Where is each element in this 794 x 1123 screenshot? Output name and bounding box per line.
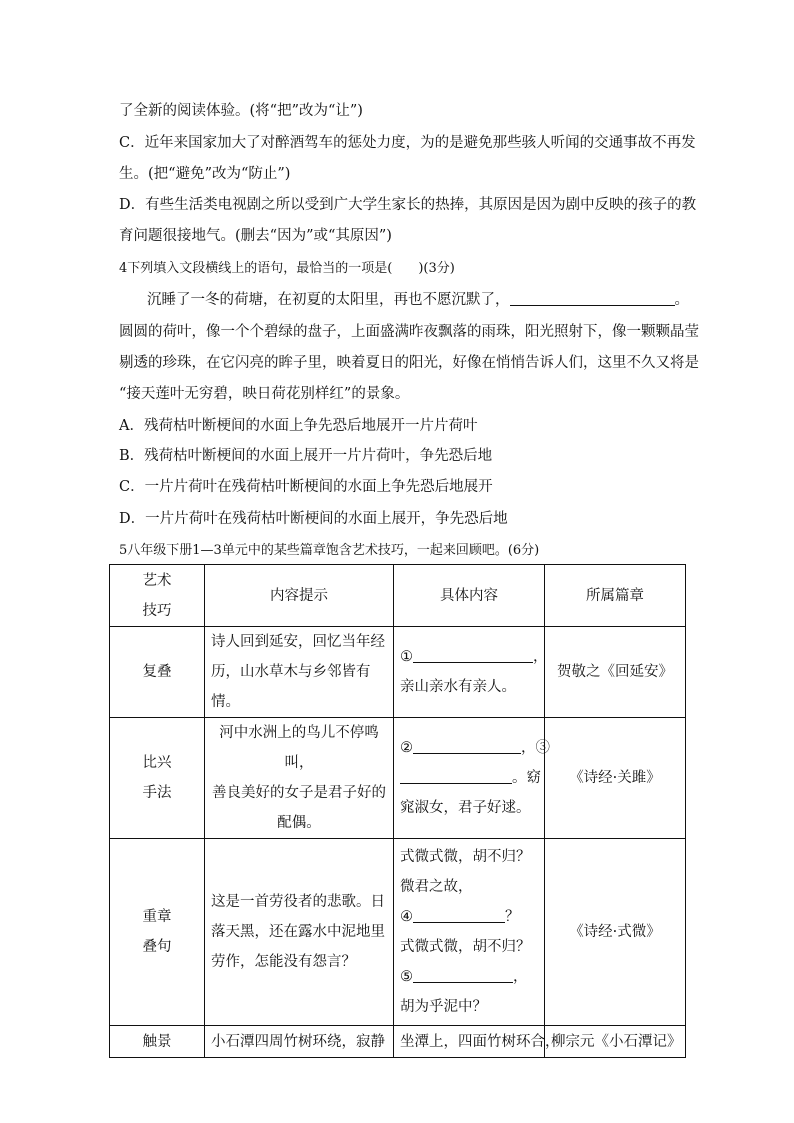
passage-line-1-text: 沉睡了一冬的荷塘，在初夏的太阳里，再也不愿沉默了， bbox=[147, 292, 510, 308]
content-line bbox=[400, 1027, 560, 1057]
table-header-row bbox=[110, 565, 686, 627]
choice-a: A．残荷枯叶断梗间的水面上争先恐后地展开一片片荷叶 bbox=[119, 418, 478, 434]
option-d-line-1: D．有些生活类电视剧之所以受到广大学生家长的热捧，其原因是因为剧中反映的孩子的教 bbox=[119, 197, 697, 213]
header-content: 具体内容 bbox=[394, 565, 545, 627]
fill-blank[interactable] bbox=[400, 769, 512, 784]
technique-cell bbox=[110, 627, 205, 718]
content-line bbox=[400, 872, 538, 902]
passage-line-1-end: 。 bbox=[674, 292, 689, 308]
content-text: ① bbox=[400, 649, 413, 665]
content-line bbox=[400, 763, 541, 793]
content-text: ， bbox=[533, 649, 548, 665]
content-text: 亲山亲水有亲人。 bbox=[400, 679, 516, 695]
technique-cell bbox=[110, 839, 205, 1026]
hint-text: 劳作，怎能没有怨言？ bbox=[211, 954, 356, 970]
content-cell bbox=[394, 627, 548, 718]
choice-d: D．一片片荷叶在残荷枯叶断梗间的水面上展开，争先恐后地 bbox=[119, 511, 508, 527]
technique-text: 重章 bbox=[142, 909, 172, 925]
hint-text: 历，山水草木与乡邻皆有情。 bbox=[211, 664, 371, 710]
source-cell: 贺敬之《回延安》 bbox=[545, 627, 686, 718]
content-cell bbox=[394, 1026, 560, 1058]
table-row bbox=[110, 839, 686, 1026]
question-5-prompt: 5八年级下册1—3单元中的某些篇章饱含艺术技巧，一起来回顾吧。(6分) bbox=[119, 543, 540, 558]
technique-text: 触景 bbox=[142, 1033, 172, 1050]
content-text: ，③ bbox=[521, 740, 550, 756]
header-technique-line-1: 艺术 bbox=[142, 572, 172, 589]
option-c-line-2: 生。(把“避免”改为“防止”) bbox=[119, 166, 291, 182]
hint-cell bbox=[205, 627, 394, 718]
header-technique-line-2: 技巧 bbox=[142, 602, 172, 619]
header-hint: 内容提示 bbox=[205, 565, 394, 627]
technique-text: 手法 bbox=[142, 785, 172, 801]
passage-line-3: 剔透的珍珠，在它闪亮的眸子里，映着夏日的阳光，好像在悄悄告诉人们，这里不久又将是 bbox=[119, 355, 699, 371]
header-technique bbox=[110, 565, 205, 627]
table-row bbox=[110, 1026, 686, 1058]
option-c-line-1: C．近年来国家加大了对醉酒驾车的惩处力度，为的是避免那些骇人听闻的交通事故不再发 bbox=[119, 135, 696, 151]
content-line bbox=[400, 842, 538, 872]
table-row bbox=[110, 718, 686, 839]
hint-text: 善良美好的女子是君子好的 bbox=[212, 785, 386, 801]
content-text: ， bbox=[513, 969, 528, 985]
fill-blank[interactable] bbox=[413, 648, 533, 663]
question-4-prompt: 4下列填入文段横线上的语句，最恰当的一项是( )(3分) bbox=[119, 261, 455, 276]
content-line bbox=[400, 902, 538, 932]
hint-text: 这是一首劳役者的悲歌。日 bbox=[211, 894, 385, 910]
table-row bbox=[110, 627, 686, 718]
hint-cell bbox=[205, 1026, 394, 1058]
technique-text: 叠句 bbox=[142, 939, 172, 955]
fill-blank[interactable] bbox=[413, 739, 521, 754]
technique-cell bbox=[110, 718, 205, 839]
hint-text: 河中水洲上的鸟儿不停鸣叫， bbox=[219, 725, 379, 771]
content-text: ④ bbox=[400, 909, 413, 925]
content-text: ？ bbox=[505, 909, 520, 925]
content-line bbox=[400, 733, 550, 763]
choice-b: B．残荷枯叶断梗间的水面上展开一片片荷叶，争先恐后地 bbox=[119, 448, 493, 464]
content-line bbox=[400, 642, 548, 672]
content-text: 微君之故， bbox=[400, 879, 473, 895]
source-cell: 柳宗元《小石潭记》 bbox=[545, 1026, 686, 1058]
content-line bbox=[400, 793, 538, 823]
content-cell bbox=[394, 718, 550, 839]
hint-text: 落天黑，还在露水中泥地里 bbox=[211, 924, 385, 940]
source-cell: 《诗经·关雎》 bbox=[545, 718, 686, 839]
content-text: 式微式微，胡不归？ bbox=[400, 939, 531, 955]
hint-text: 诗人回到延安，回忆当年经 bbox=[211, 634, 385, 650]
fill-blank[interactable] bbox=[413, 908, 505, 923]
content-text: 坐潭上，四面竹树环合， bbox=[400, 1033, 560, 1050]
art-technique-table bbox=[109, 564, 686, 1058]
content-text: ⑤ bbox=[400, 969, 413, 985]
source-cell: 《诗经·式微》 bbox=[545, 839, 686, 1026]
choice-c: C．一片片荷叶在残荷枯叶断梗间的水面上争先恐后地展开 bbox=[119, 479, 493, 495]
content-cell bbox=[394, 839, 545, 1026]
hint-cell bbox=[205, 839, 394, 1026]
technique-text: 复叠 bbox=[142, 664, 172, 680]
content-line bbox=[400, 672, 538, 702]
passage-line-2: 圆圆的荷叶，像一个个碧绿的盘子，上面盛满昨夜飘落的雨珠，阳光照射下，像一颗颗晶莹 bbox=[119, 324, 699, 340]
content-text: 式微式微，胡不归？ bbox=[400, 849, 531, 865]
technique-cell bbox=[110, 1026, 205, 1058]
passage-line-1 bbox=[147, 290, 689, 310]
fill-blank[interactable] bbox=[413, 968, 513, 983]
content-text: 。窈 bbox=[512, 770, 541, 786]
content-text: 胡为乎泥中？ bbox=[400, 999, 487, 1015]
text-line: 了全新的阅读体验。(将“把”改为“让”) bbox=[119, 103, 363, 119]
content-line bbox=[400, 932, 538, 962]
content-text: 窕淑女，君子好逑。 bbox=[400, 800, 531, 816]
header-source: 所属篇章 bbox=[545, 565, 686, 627]
content-text: ② bbox=[400, 740, 413, 756]
fill-blank[interactable] bbox=[510, 291, 675, 306]
hint-text: 小石潭四周竹树环绕，寂静 bbox=[211, 1033, 385, 1050]
content-line bbox=[400, 962, 538, 992]
hint-text: 配偶。 bbox=[277, 815, 321, 831]
passage-line-4: “接天莲叶无穷碧，映日荷花别样红”的景象。 bbox=[119, 386, 410, 402]
content-line bbox=[400, 992, 538, 1022]
option-d-line-2: 育问题很接地气。(删去“因为”或“其原因”) bbox=[119, 228, 392, 244]
hint-cell bbox=[205, 718, 394, 839]
technique-text: 比兴 bbox=[142, 755, 172, 771]
